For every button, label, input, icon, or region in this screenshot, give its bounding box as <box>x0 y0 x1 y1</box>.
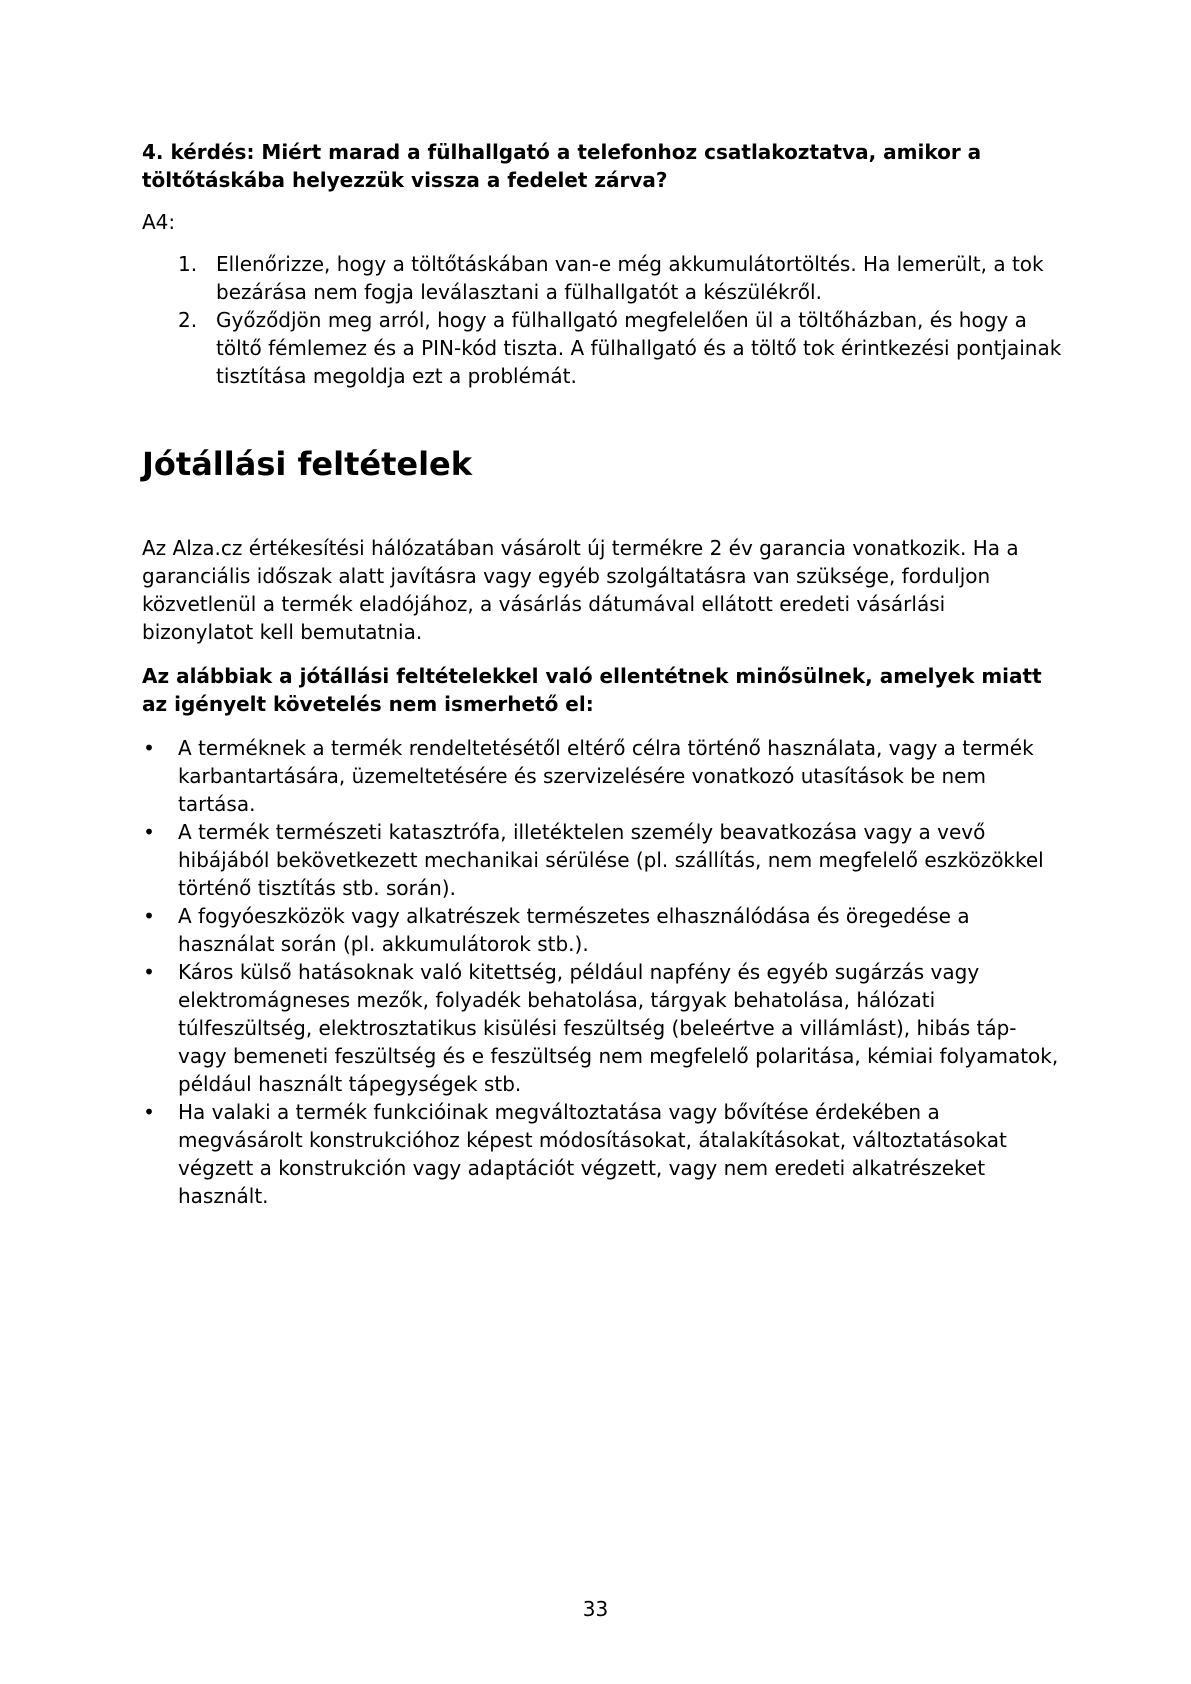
conditions-heading: Az alábbiak a jótállási feltételekkel való ellentétnek minősülnek, amelyek miatt az igényelt követelés nem ismerhető el: <box>142 664 1042 716</box>
bullet-icon: • <box>143 904 155 928</box>
step-text: Győződjön meg arról, hogy a fülhallgató megfelelően ül a töltőházban, és hogy a töltő fémlemez és a PIN-kód tiszta. A fülhallgató és a töltő tok érintkezési pontjainak tisztítása megoldja ezt a problémát. <box>216 308 1062 388</box>
condition-item <box>142 902 1062 958</box>
answer-steps-list <box>142 250 1062 390</box>
condition-item <box>142 818 1062 902</box>
condition-item <box>142 958 1062 1098</box>
condition-item <box>142 1098 1062 1210</box>
condition-text: Ha valaki a termék funkcióinak megváltoztatása vagy bővítése érdekében a megvásárolt konstrukcióhoz képest módosításokat, átalakításokat, változtatásokat végzett a konstrukción vagy adaptációt végzett, vagy nem eredeti alkatrészeket használt. <box>178 1100 1007 1208</box>
bullet-icon: • <box>143 960 155 984</box>
section-title: Jótállási feltételek <box>142 445 473 483</box>
page-content <box>142 138 1062 1210</box>
step-text: Ellenőrizze, hogy a töltőtáskában van-e még akkumulátortöltés. Ha lemerült, a tok bezárása nem fogja leválasztani a fülhallgatót a készülékről. <box>216 252 1044 304</box>
step-number: 2. <box>178 308 198 332</box>
answer-step <box>142 306 1062 390</box>
condition-text: Káros külső hatásoknak való kitettség, például napfény és egyéb sugárzás vagy elektromágneses mezők, folyadék behatolása, tárgyak behatolása, hálózati túlfeszültség, elektrosztatikus kisülési feszültség (beleértve a villámlást), hibás táp- vagy bemeneti feszültség és e feszültség nem megfelelő polaritása, kémiai folyamatok, például használt tápegységek stb. <box>178 960 1059 1096</box>
condition-text: A fogyóeszközök vagy alkatrészek természetes elhasználódása és öregedése a használat során (pl. akkumulátorok stb.). <box>178 904 970 956</box>
conditions-list <box>142 734 1062 1210</box>
bullet-icon: • <box>143 1100 155 1124</box>
answer-step <box>142 250 1062 306</box>
faq-question: 4. kérdés: Miért marad a fülhallgató a telefonhoz csatlakoztatva, amikor a töltőtáskába helyezzük vissza a fedelet zárva? <box>142 140 982 192</box>
step-number: 1. <box>178 252 198 276</box>
answer-label: A4: <box>142 210 176 234</box>
page-number: 33 <box>582 1597 609 1621</box>
condition-text: A termék természeti katasztrófa, illetéktelen személy beavatkozása vagy a vevő hibájából bekövetkezett mechanikai sérülése (pl. szállítás, nem megfelelő eszközökkel történő tisztítás stb. során). <box>178 820 1044 900</box>
condition-text: A terméknek a termék rendeltetésétől eltérő célra történő használata, vagy a termék karbantartására, üzemeltetésére és szervizelésére vonatkozó utasítások be nem tartása. <box>178 736 1034 816</box>
warranty-intro: Az Alza.cz értékesítési hálózatában vásárolt új termékre 2 év garancia vonatkozik. Ha a garanciális időszak alatt javításra vagy egyéb szolgáltatásra van szüksége, forduljon közvetlenül a termék eladójához, a vásárlás dátumával ellátott eredeti vásárlási bizonylatot kell bemutatnia. <box>142 536 1019 644</box>
condition-item <box>142 734 1062 818</box>
bullet-icon: • <box>143 736 155 760</box>
bullet-icon: • <box>143 820 155 844</box>
